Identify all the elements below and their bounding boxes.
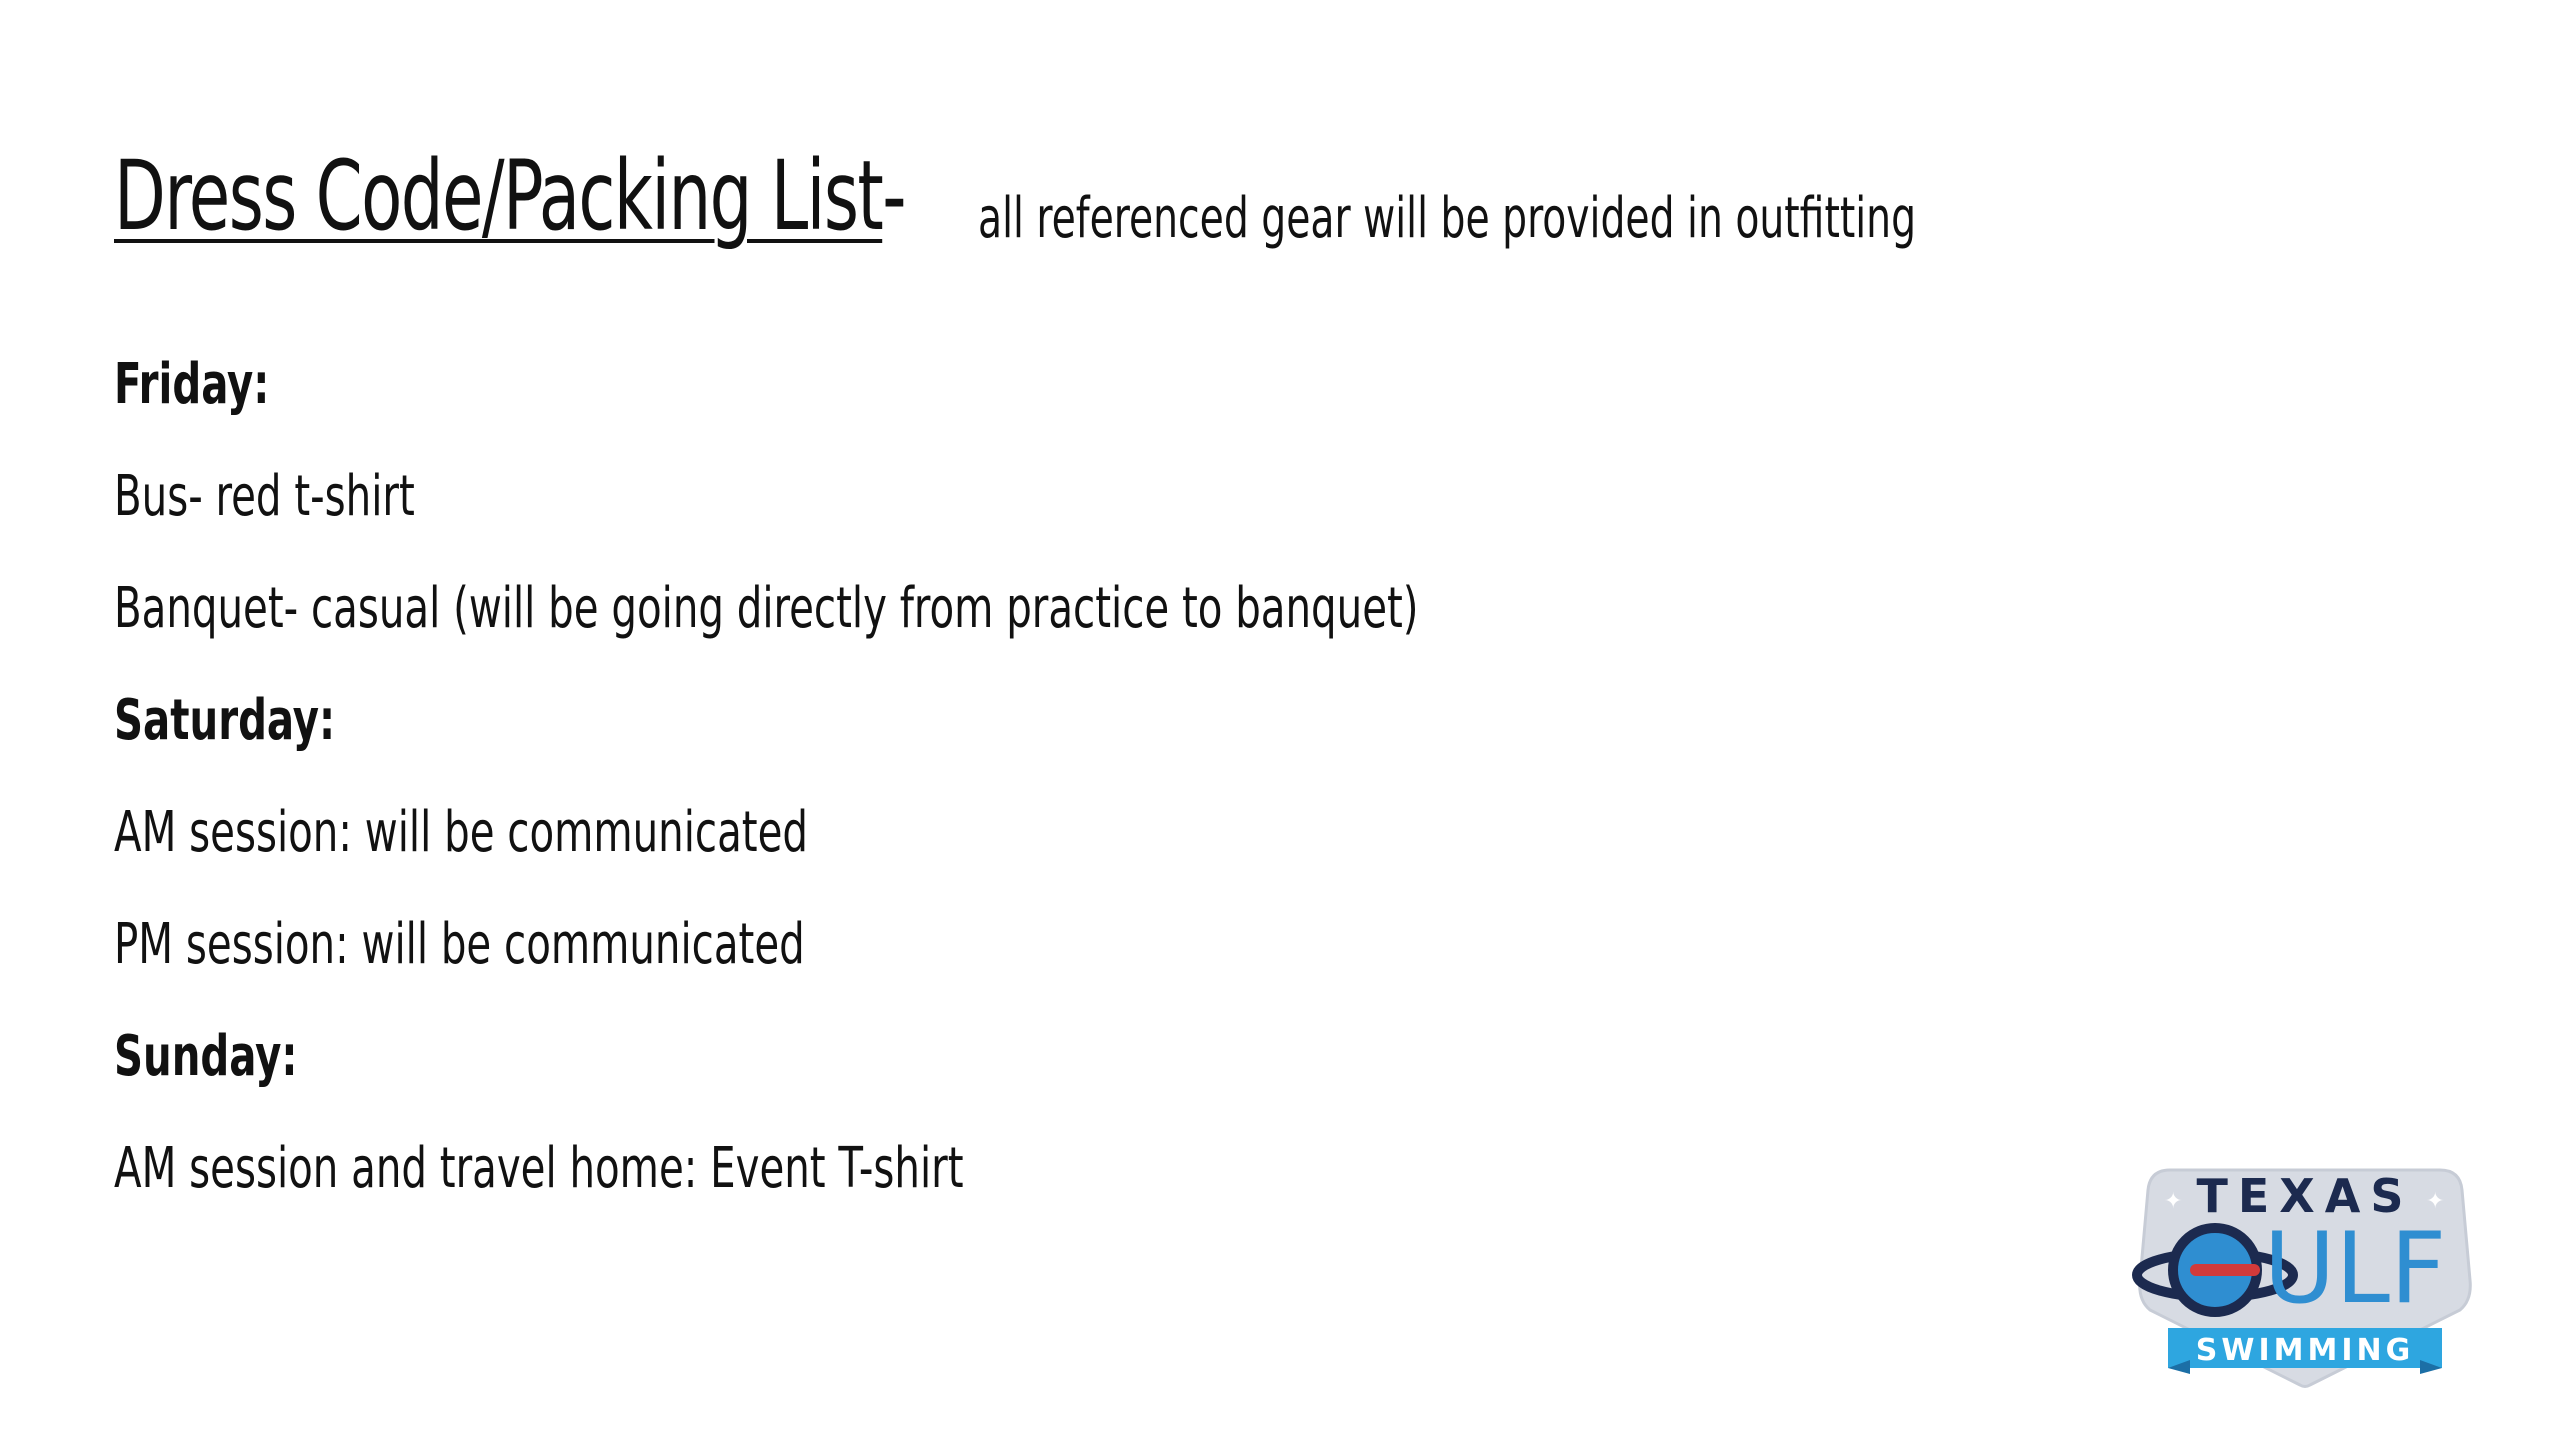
texas-gulf-swimming-logo <box>2130 1160 2480 1390</box>
list-item: Banquet- casual (will be going directly from practice to banquet) <box>114 576 1419 641</box>
logo-bottom-text: SWIMMING <box>2195 1333 2415 1368</box>
section-heading-friday: Friday: <box>114 352 270 417</box>
list-item: AM session: will be communicated <box>114 800 808 865</box>
list-item: AM session and travel home: Event T-shirt <box>114 1136 964 1201</box>
page-title-dash: - <box>882 140 905 252</box>
section-heading-saturday: Saturday: <box>114 688 336 753</box>
svg-text:✦: ✦ <box>2426 1189 2445 1214</box>
list-item: Bus- red t-shirt <box>114 464 415 529</box>
list-item: PM session: will be communicated <box>114 912 805 977</box>
logo-top-text: TEXAS <box>2196 1169 2414 1223</box>
page-title <box>114 140 905 252</box>
logo-main-text: ULF <box>2263 1212 2447 1326</box>
page-title-text: Dress Code/Packing List <box>114 140 883 252</box>
title-row <box>114 140 1128 252</box>
svg-text:✦: ✦ <box>2164 1189 2183 1214</box>
section-heading-sunday: Sunday: <box>114 1024 298 1089</box>
subtitle: all referenced gear will be provided in outfitting <box>978 186 1917 251</box>
